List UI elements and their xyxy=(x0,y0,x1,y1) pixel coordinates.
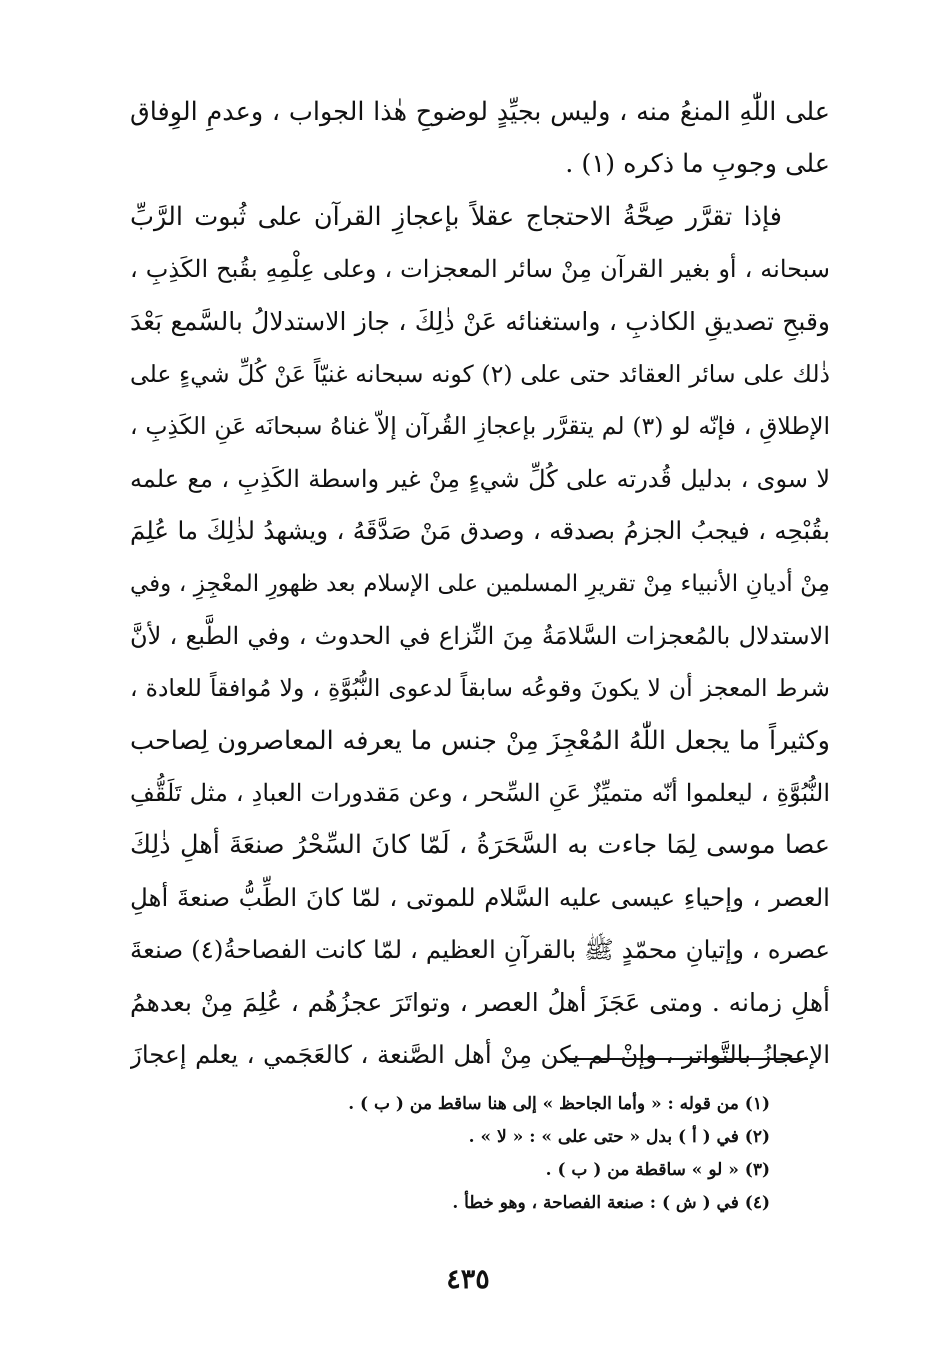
footnotes xyxy=(300,1088,770,1220)
text-line: على اللّٰهِ المنعُ منه ، وليس بجيِّدٍ لوضوحِ هٰذا الجواب ، وعدمِ الوِفاق xyxy=(130,97,830,127)
text-line: سبحانه ، أو بغير القرآن مِنْ سائر المعجزات ، وعلى عِلْمِهِ بقُبح الكَذِبِ ، xyxy=(130,255,830,284)
text-line: أهلِ زمانه . ومتى عَجَزَ أهلُ العصر ، وتواتَرَ عجزُهُم ، عُلِمَ مِنْ بعدهمُ xyxy=(130,987,830,1017)
text-line: مِنْ أديانِ الأنبياء مِنْ تقريرِ المسلمين على الإسلام بعد ظهورِ المعْجِزِ ، وفي xyxy=(130,570,830,597)
text-line: الاستدلال بالمُعجزات السَّلامَةُ مِنَ النِّزاع في الحدوث ، وفي الطَّبع ، لأنَّ xyxy=(130,621,830,650)
page-number: ٤٣٥ xyxy=(446,1264,490,1295)
text-line: ذٰلك على سائر العقائد حتى على (٢) كونه سبحانه غنيّاً عَنْ كُلِّ شيءٍ على xyxy=(130,359,830,388)
text-line: الإطلاقِ ، فإنّه لو (٣) لم يتقرَّر بإعجازِ القُرآن إلاّ غناهُ سبحانَه عَنِ الكَذِبِ ، xyxy=(130,412,830,441)
text-line: الإعجازُ بالتَّواتر ، وإنْ لم يكن مِنْ أهل الصَّنعة ، كالعَجَمي ، يعلم إعجازَ xyxy=(130,1040,830,1070)
text-line: العصر ، وإحياءِ عيسى عليه السَّلام للموتى ، لمّا كانَ الطِّبُّ صنعةَ أهلِ xyxy=(130,882,830,912)
footnote-separator xyxy=(568,1058,808,1060)
footnote: (٤) في ( ش ) : صنعة الفصاحة ، وهو خطأ . xyxy=(452,1193,770,1213)
text-line: عصا موسى لِمَا جاءت به السَّحَرَةُ ، لَمّا كانَ السِّحْرُ صنعَةَ أهلِ ذٰلِكَ xyxy=(130,830,830,861)
text-line: شرط المعجز أن لا يكونَ وقوعُه سابقاً لدعوى النُّبُوَّةِ ، ولا مُوافقاً للعادة ، xyxy=(130,674,830,703)
text-line: لا سوى ، بدليل قُدرته على كُلِّ شيءٍ مِنْ غير واسطة الكَذِبِ ، مع علمه xyxy=(130,464,830,493)
text-line: فإذا تقرَّر صِحَّةُ الاحتجاج عقلاً بإعجازِ القرآن على ثُبوت الرَّبِّ xyxy=(130,201,782,232)
footnote: (١) من قوله : « وأما الجاحظ » إلى هنا ساقط من ( ب ) . xyxy=(348,1094,770,1114)
footnote: (٣) « لو » ساقطة من ( ب ) . xyxy=(545,1160,770,1180)
text-line: وكثيراً ما يجعل اللّٰهُ المُعْجِزَ مِنْ جنس ما يعرفه المعاصرون لِصاحب xyxy=(130,725,830,756)
main-text xyxy=(130,86,830,1081)
text-line: بقُبْحِه ، فيجبُ الجزمُ بصدقه ، وصدق مَنْ صَدَّقَهُ ، ويشهدُ لذٰلِكَ ما عُلِمَ xyxy=(130,516,830,546)
footnote: (٢) في ( أ ) بدل « حتى على » : « لا » . xyxy=(468,1127,770,1147)
text-line: النُّبُوَّةِ ، ليعلموا أنّه متميِّزٌ عَنِ السِّحر ، وعن مَقدورات العبادِ ، مثل تَلَقُّفِ xyxy=(130,779,830,808)
text-line: عصره ، وإتيانِ محمّدٍ ﷺ بالقرآنِ العظيم ، لمّا كانت الفصاحةُ(٤) صنعةَ xyxy=(130,935,830,965)
text-line: وقبحِ تصديقِ الكاذبِ ، واستغنائه عَنْ ذٰلِكَ ، جاز الاستدلالُ بالسَّمع بَعْدَ xyxy=(130,306,830,336)
text-line: على وجوبِ ما ذكره (١) . xyxy=(565,149,830,180)
